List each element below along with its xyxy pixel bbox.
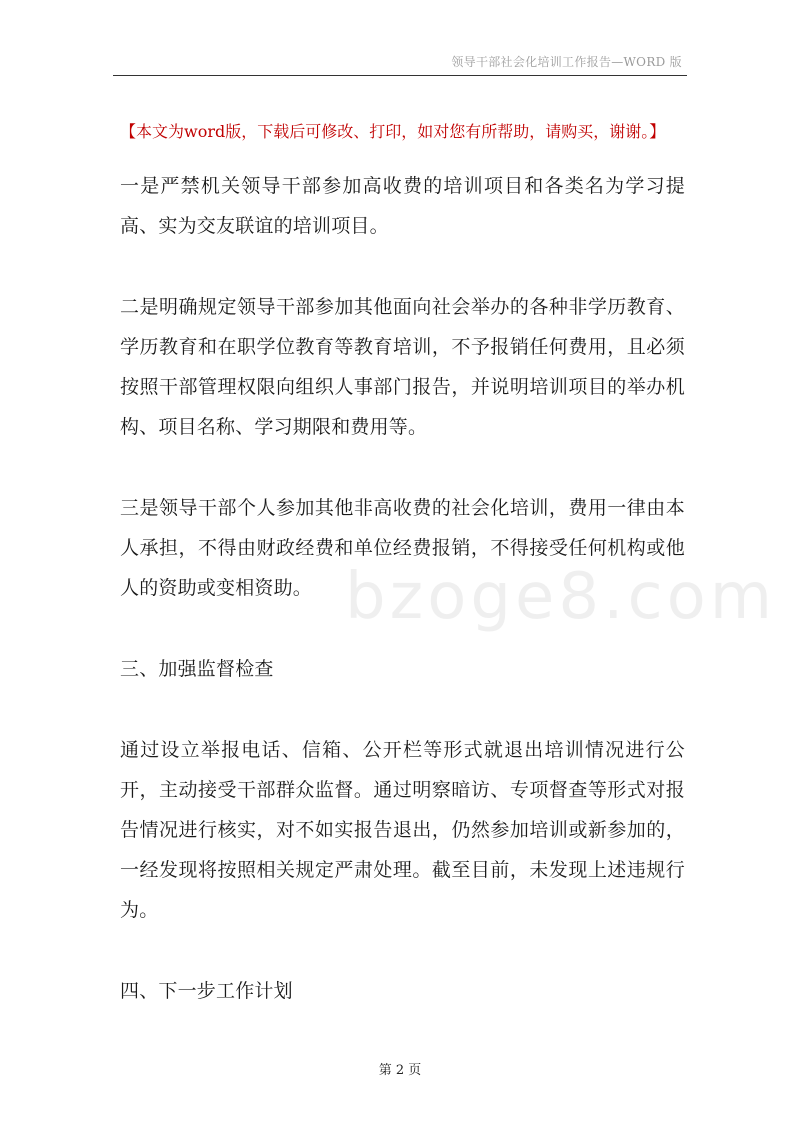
paragraph-spacer — [120, 447, 685, 488]
document-body — [120, 166, 685, 1011]
paragraph-spacer — [120, 246, 685, 287]
paragraph-spacer — [120, 689, 685, 730]
section-heading-3: 三、加强监督检查 — [120, 658, 274, 680]
running-header: 领导干部社会化培训工作报告—WORD 版 — [451, 55, 682, 69]
header-divider — [113, 75, 687, 76]
download-notice: 【本文为word版，下载后可修改、打印，如对您有所帮助，请购买，谢谢。】 — [120, 122, 666, 141]
paragraph-2: 二是明确规定领导干部参加其他面向社会举办的各种非学历教育、学历教育和在职学位教育等教育培训，不予报销任何费用，且必须按照干部管理权限向组织人事部门报告，并说明培训项目的举办机构、项目名称、学习期限和费用等。 — [120, 296, 685, 438]
paragraph-spacer — [120, 608, 685, 649]
paragraph-4: 通过设立举报电话、信箱、公开栏等形式就退出培训情况进行公开，主动接受干部群众监督。通过明察暗访、专项督查等形式对报告情况进行核实，对不如实报告退出，仍然参加培训或新参加的，一经发现将按照相关规定严肃处理。截至目前，未发现上述违规行为。 — [120, 739, 685, 921]
paragraph-3: 三是领导干部个人参加其他非高收费的社会化培训，费用一律由本人承担，不得由财政经费和单位经费报销，不得接受任何机构或他人的资助或变相资助。 — [120, 497, 685, 599]
watermark: bzoge8.com — [345, 560, 777, 634]
page-number: 第 2 页 — [378, 1063, 422, 1078]
section-heading-4: 四、下一步工作计划 — [120, 980, 293, 1002]
paragraph-1: 一是严禁机关领导干部参加高收费的培训项目和各类名为学习提高、实为交友联谊的培训项目。 — [120, 175, 685, 237]
paragraph-spacer — [120, 930, 685, 971]
